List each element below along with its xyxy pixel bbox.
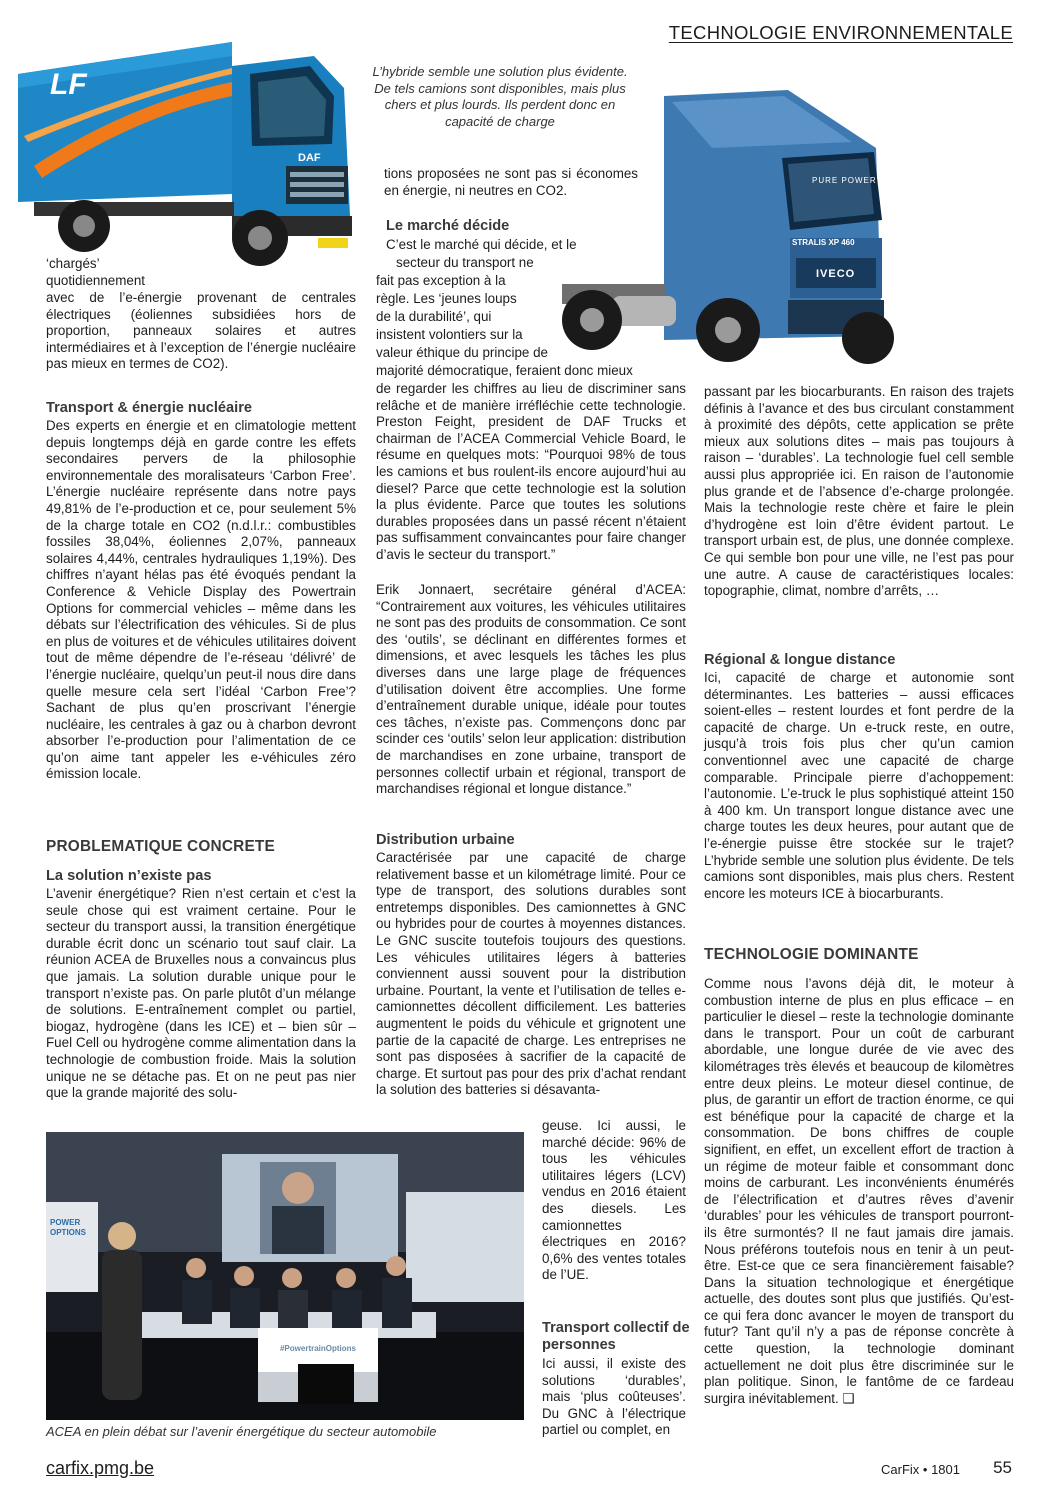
col1-nuclear-paragraph: Des experts en énergie et en climatologie mettent depuis longtemps déjà en garde contre les effets secondaires pervers de la philosophie environnementale des moralisateurs ‘Carbon Free’. L’énergie nucléaire représente dans notre pays 49,81% de l’e-production et ce, pour seulement 5% de la charge totale en CO2 (n.d.l.r.: combustibles fossiles 38,04%, éoliennes 2,07%, panneaux solaires 4,44%, centrales hydrauliques 1,19%). Des chiffres n’ayant hélas pas été évoqués pendant la Conference & Vehicle Display des Powertrain Options for commercial vehicles – même dans les débats sur l’électrification des véhicules. Si de plus en plus de voitures et de véhicules utilitaires doivent tout de même dépendre de l’e-réseau ‘délivré’ de l’énergie nucléaire, quelqu’un peut-il nous dire dans quelle mesure cela sert l’idéal ‘Carbon Free’? Sachant de plus qu’en proscrivant l’énergie nucléaire, les centrales à gaz ou à charbon devront absorber l’e-production pour l’alimentation de ce qu’on aime tant appeler les e-véhicules zéro émission locale.	[46, 418, 356, 782]
debate-caption: ACEA en plein débat sur l’avenir énergétique du secteur automobile	[46, 1424, 437, 1439]
iveco-brand-label: IVECO	[816, 268, 856, 280]
heading-marche: Le marché décide	[386, 218, 510, 234]
acea-debate-illustration	[46, 1132, 524, 1420]
end-mark: ❑	[842, 1390, 855, 1406]
col3-regional-paragraph: Ici, capacité de charge et autonomie sont déterminantes. Les batteries – aussi efficaces soient-elles – restent lourdes et font perdre de la capacité de charge. Un e-truck reste, en outre, jusqu’à trois fois plus cher qu’un camion conventionnel avec une capacité de charge comparable. Principale pierre d’achoppement: l’autonomie. L’e-truck le plus sophistiqué atteint 150 à 400 km. Un transport longue distance avec une charge toutes les deux heures, pour autant que de l’e-énergie puisse être stockée sur le trajet? L’hybride semble une solution plus évidente. De tels camions sont disponibles, mais plus chers. Restent encore les moteurs ICE à biocarburants.	[704, 670, 1014, 901]
daf-truck-illustration	[14, 16, 356, 274]
col2-jonnaert-quote: Erik Jonnaert, secrétaire général d’ACEA: “Contrairement aux voitures, les véhicules utilitaires ne sont pas des produits de consommation. Ce sont des ‘outils’, se déclinant en différentes formes et dimensions, et avec lesquels les tâches les plus diverses dans une large plage de fréquences d’utilisation doivent être accomplies. Une forme d’entraînement durable unique, idéale pour toutes ces tâches, n’existe pas. Commençons donc par scinder ces ‘outils’ selon leur application: distribution de marchandises en zone urbaine, transport de personnes collectif urbain et régional, transport de marchandises régional et longue distance.”	[376, 582, 686, 797]
col2-market-line: insistent volontiers sur la	[376, 327, 523, 342]
iveco-truck-illustration	[552, 88, 916, 382]
col1-intro-b: quotidiennement	[46, 273, 146, 288]
heading-technologie-dominante: TECHNOLOGIE DOMINANTE	[704, 946, 919, 963]
footer-issue: CarFix • 1801	[881, 1462, 960, 1477]
col2-market-rest: de regarder les chiffres au lieu de discriminer sans relâche et de manière irréfléchie cette technologie. Preston Feight, president de DAF Trucks et chairman de l’ACEA Commercial Vehicle Board, le résume en quelques mots: “Pourquoi 98% de tous les camions et bus roulent-ils encore aujourd’hui au diesel? Parce que cette technologie est la solution la plus évidente. Parce que toutes les solutions durables proposées dans un passé récent n’étaient pas suffisamment convaincantes pour faire changer d’avis le secteur du transport.”	[376, 381, 686, 562]
daf-badge: DAF	[298, 152, 321, 164]
col3-dominant-text: Comme nous l’avons déjà dit, le moteur à combustion interne de plus en plus efficace – en particulier le diesel – reste la technologie dominante dans le transport. Pour un coût de carburant abordable, une longue durée de vie avec des kilométrages très élevés et beaucoup de kilomètres entre deux pleins. Le moteur diesel continue, de plus, de garantir un effort de traction énorme, ce qui est bénéfique pour la capacité de charge et la consommation. De bons chiffres de couple signifient, en effet, un excellent effort de traction à un régime de moteur faible et consommant donc moins de carburant. Les inconvénients énumérés de l’électrification et d’autres rêves d’avenir ‘durables’ pour les véhicules de transport pourront-ils être surmontés? Il ne faut jamais dire jamais. Nous préférons toutefois nous en tenir à un peut-être. Est-ce que ce sera financièrement faisable? Dans la situation technologique et énergétique actuelle, des doutes sont plus que justifiés. Qu’est-ce qui fera donc avancer le moyen de transport du futur? Tant qu’il n’y a pas de réponse concrète à cette question, la technologie dominant actuellement ne doit plus être discriminée sur le plan politique. Sinon, le fantôme de ce fardeau surgira inévitablement.	[704, 976, 1014, 1406]
heading-distribution-urbaine: Distribution urbaine	[376, 832, 515, 848]
acea-debate-photo	[46, 1132, 524, 1420]
iveco-power-label: PURE POWER	[812, 176, 877, 185]
col3-dominant-paragraph	[704, 976, 1014, 1407]
col2-market-line: valeur éthique du principe de	[376, 345, 548, 360]
col2-market-line: fait pas exception à la	[376, 273, 506, 288]
daf-cab-logo: LF	[50, 68, 87, 101]
col2-narrow-paragraph: geuse. Ici aussi, le marché décide: 96% de tous les véhicules utilitaires légers (LCV) vendus en 2016 étaient des diesels. Les camionnettes électriques en 2016? 0,6% des ventes totales de l’UE.	[542, 1118, 686, 1283]
col2-market-line: majorité démocratique, feraient donc mieux	[376, 363, 633, 378]
powertrain-banner-text: #PowertrainOptions	[279, 1344, 356, 1353]
heading-transport-nucleaire: Transport & énergie nucléaire	[46, 400, 253, 416]
col2-collective-paragraph: Ici aussi, il existe des solutions ‘durables’, mais ‘plus coûteuses’. Du GNC à l’électrique partiel ou complet, en	[542, 1356, 686, 1438]
powertrain-side-text: POWER OPTIONS	[50, 1218, 87, 1237]
col2-urban-paragraph: Caractérisée par une capacité de charge relativement basse et un kilométrage limité. Pour ce type de transport, des solutions durables sont entretemps disponibles. Des camionnettes à GNC ou hybrides pour de courtes à moyennes distances. Le GNC suscite toutefois toujours des questions. Les véhicules utilitaires légers à batteries conviennent aussi souvent pour la distribution urbaine. Pourtant, la vente et l’utilisation de telles e-camionnettes décollent difficilement. Les batteries augmentent le poids du véhicule et grignotent une partie de la capacité de charge. Les entreprises ne sont pas disposées à sacrifier de la capacité de charge. Et surtout pas pour des prix d’achat rendant la solution des batteries si désavanta-	[376, 850, 686, 1098]
footer-url[interactable]: carfix.pmg.be	[46, 1458, 155, 1478]
heading-solution: La solution n’existe pas	[46, 868, 212, 884]
col2-continuation: tions proposées ne sont pas si économes en énergie, ni neutres en CO2.	[384, 166, 638, 198]
col1-solution-paragraph: L’avenir énergétique? Rien n’est certain et c’est la seule chose qui est vraiment certaine. Pour le secteur du transport aussi, la transition énergétique durable écrit donc un scénario tout sauf clair. La réunion ACEA de Bruxelles nous a convaincus plus que jamais. La solution durable unique pour le transport n’existe pas. On parle plutôt d’un mélange de solutions. E-entraînement complet ou partiel, biogaz, hydrogène (dans les ICE) et – bien sûr – Fuel Cell ou hydrogène comme alimentation dans la technologie de combustion froide. Mais la solution unique ne se détache pas. Et on ne peut pas nier que la grande majorité des solu-	[46, 886, 356, 1101]
iveco-model-label: STRALIS XP 460	[792, 238, 855, 247]
heading-transport-collectif: Transport collectif de personnes	[542, 1320, 690, 1353]
col3-continuation: passant par les biocarburants. En raison des trajets définis à l’avance et des bus circulant constamment à proximité des dépôts, cette application se prête mieux aux solutions dites – mais pas toujours à raison – ‘durables’. La technologie fuel cell semble aussi plus appropriée ici. En raison de l’autonomie plus grande et de l’absence d’e-charge prolongée. Mais la technologie reste chère et faire le plein d’hydrogène est loin d’être évident partout. Le transport urbain est, de plus, une donnée complexe. Ce qui semble bon pour une ville, ne l’est pas pour une autre. A cause de caractéristiques locales: topographie, climat, nombre d’arrêts, …	[704, 384, 1014, 599]
col2-market-line: règle. Les ‘jeunes loups	[376, 291, 517, 306]
iveco-truck-photo	[552, 88, 916, 382]
heading-regional: Régional & longue distance	[704, 652, 896, 668]
col2-market-line: de la durabilité’, qui	[376, 309, 492, 324]
daf-truck-photo	[14, 16, 356, 274]
footer-page-number: 55	[993, 1458, 1012, 1477]
heading-problematique: PROBLEMATIQUE CONCRETE	[46, 838, 275, 855]
col1-intro-a: ‘chargés’	[46, 256, 100, 271]
col2-market-line: secteur du transport ne	[396, 255, 534, 270]
section-header: TECHNOLOGIE ENVIRONNEMENTALE	[668, 22, 1013, 43]
col1-intro-c: avec de l’e-énergie provenant de centrales électriques (éoliennes subsidiées hors de proportion, panneaux solaires et autres intermédiaires et à l’exception de l’énergie nucléaire pas mieux en termes de CO2).	[46, 290, 356, 372]
iveco-caption: L’hybride semble une solution plus évidente. De tels camions sont disponibles, mais plus chers et plus lourds. Ils perdent donc en capacité de charge	[372, 64, 628, 129]
col2-market-line: C’est le marché qui décide, et le	[386, 237, 577, 252]
